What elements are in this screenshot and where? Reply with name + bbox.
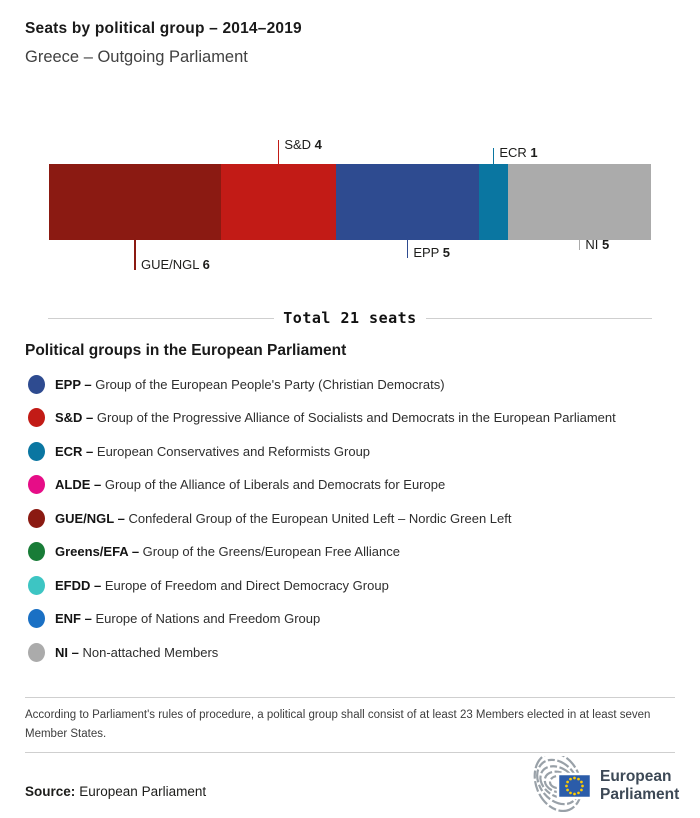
legend-dot-ecr-icon: [28, 442, 45, 461]
legend-dot-efdd-icon: [28, 576, 45, 595]
legend-item-text: EPP – Group of the European People's Party (Christian Democrats): [55, 376, 445, 392]
legend-item-greens-efa: [25, 542, 616, 562]
legend-dot-greens-efa-icon: [28, 542, 45, 561]
callout-group-name: EPP: [413, 245, 443, 260]
legend-item-alde: [25, 475, 616, 495]
legend-item-text: ECR – European Conservatives and Reformists Group: [55, 443, 371, 459]
divider-line-left: [48, 318, 274, 319]
chart-title: Seats by political group – 2014–2019: [25, 20, 302, 37]
legend-item-text: ALDE – Group of the Alliance of Liberals and Democrats for Europe: [55, 477, 446, 492]
total-seats-label: Total 21 seats: [283, 309, 417, 327]
legend-item-ecr: [25, 441, 616, 461]
callout-seat-count: 6: [202, 257, 210, 272]
callout-label-ecr: [499, 145, 537, 160]
legend-item-enf: [25, 609, 616, 629]
bar-segment-gue-ngl: [49, 164, 221, 240]
logo-text-line1: European: [600, 768, 672, 785]
callout-seat-count: 1: [530, 145, 538, 160]
callout-seat-count: 4: [314, 137, 322, 152]
legend-dot-enf-icon: [28, 609, 45, 628]
legend-dot-alde-icon: [28, 475, 45, 494]
callout-group-name: S&D: [284, 137, 315, 152]
callout-group-name: NI: [585, 237, 602, 252]
legend-dot-epp-icon: [28, 375, 45, 394]
footnote: According to Parliament's rules of procedure, a political group shall consist of at least 23 Members elected in at least seven Member States.: [25, 709, 651, 740]
callout-label-ni: [585, 237, 609, 252]
legend-item-text: NI – Non-attached Members: [55, 644, 219, 660]
source-value: European Parliament: [79, 784, 207, 799]
legend: [25, 374, 616, 662]
logo-text-line2: Parliament: [600, 786, 680, 803]
footnote-divider-top: [25, 697, 675, 698]
source-label: Source:: [25, 784, 76, 799]
callout-seat-count: 5: [442, 245, 450, 260]
callout-tick-gue-ngl: [134, 240, 136, 270]
callout-label-s-d: [284, 137, 322, 152]
legend-dot-gue-ngl-icon: [28, 509, 45, 528]
callout-seat-count: 5: [601, 237, 610, 252]
footnote-divider-bottom: [25, 752, 675, 753]
chart-subtitle: Greece – Outgoing Parliament: [25, 48, 248, 66]
european-parliament-logo: [524, 756, 694, 812]
legend-item-text: S&D – Group of the Progressive Alliance of Socialists and Democrats in the European Parliament: [55, 410, 616, 425]
legend-item-text: EFDD – Europe of Freedom and Direct Democracy Group: [55, 577, 389, 593]
callout-label-gue-ngl: [141, 257, 210, 272]
legend-item-gue-ngl: [25, 508, 616, 528]
ep-hemicycle-icon: [524, 756, 694, 812]
bar-segment-ecr: [479, 164, 508, 240]
callout-tick-ni: [579, 240, 581, 250]
legend-dot-s-d-icon: [28, 408, 45, 427]
legend-item-text: GUE/NGL – Confederal Group of the European United Left – Nordic Green Left: [55, 510, 512, 526]
callout-tick-epp: [407, 240, 409, 258]
source-line: [25, 784, 206, 799]
total-seats-divider: [48, 309, 652, 327]
legend-heading: Political groups in the European Parliament: [25, 342, 347, 359]
legend-item-text: ENF – Europe of Nations and Freedom Group: [55, 611, 321, 626]
legend-dot-ni-icon: [28, 643, 45, 662]
legend-item-text: Greens/EFA – Group of the Greens/European Free Alliance: [55, 544, 400, 559]
callout-group-name: ECR: [499, 145, 531, 160]
bar-segment-s-d: [221, 164, 336, 240]
callout-tick-ecr: [493, 148, 495, 164]
legend-item-efdd: [25, 575, 616, 595]
callout-tick-s-d: [278, 140, 280, 164]
legend-item-epp: [25, 374, 616, 394]
divider-line-right: [426, 318, 652, 319]
bar-segment-ni: [508, 164, 651, 240]
stacked-seat-bar: [49, 164, 651, 240]
callout-group-name: GUE/NGL: [141, 257, 203, 272]
callout-label-epp: [413, 245, 450, 260]
bar-segment-epp: [336, 164, 479, 240]
legend-item-s-d: [25, 408, 616, 428]
legend-item-ni: [25, 642, 616, 662]
